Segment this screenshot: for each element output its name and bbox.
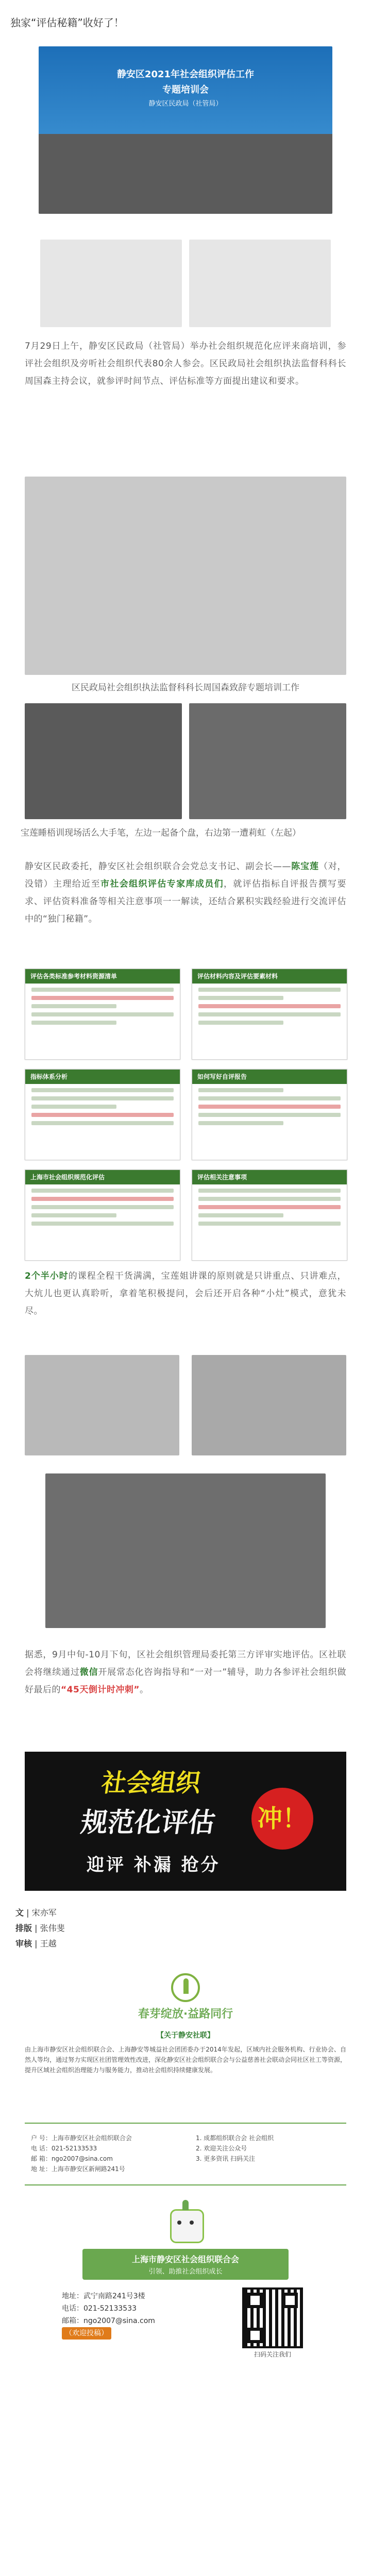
intro-section — [25, 2030, 346, 2075]
follow-note: （欢迎投稿） — [62, 2327, 111, 2340]
slogan-line-1: 社会组织 — [99, 1769, 203, 1798]
contact-left: 户 号：上海市静安区社会组织联合会 电 话：021-52133533 邮 箱：ngo2007@sina.com 地 址：上海市静安区新闸路241号 — [31, 2134, 132, 2173]
banner-title — [39, 67, 332, 96]
caption-2: 宝莲睡梧训现场活么大手笔，左边一起备个盘，右边第一遭莉虹（左起） — [21, 828, 301, 838]
banner-title-line1: 静安区2021年社会组织评估工作 — [116, 69, 255, 80]
slide-6 — [192, 1170, 347, 1261]
p4-text-e: 。 — [140, 1685, 149, 1695]
p3-duration: 2个半小时 — [25, 1271, 69, 1281]
footer-logo — [119, 1973, 252, 2021]
slide-1 — [25, 969, 180, 1060]
photo-class-right — [192, 1355, 346, 1455]
photo-lecturer-left — [25, 703, 182, 819]
photo-participants-left — [40, 240, 182, 327]
p4-countdown: “45天倒计时冲刺” — [61, 1685, 140, 1695]
qr-caption: 扫码关注我们 — [254, 2351, 291, 2358]
slide-3-title: 指标体系分析 — [25, 1070, 180, 1084]
slide-2-title: 评估材料内容及评估要素材料 — [192, 969, 347, 984]
divider-1 — [25, 2123, 346, 2124]
org-slogan: 引领、助推社会组织成长 — [148, 2268, 223, 2276]
photo-participants-right — [189, 240, 331, 327]
slide-1-title: 评估各类标准参考材料资源清单 — [25, 969, 180, 984]
photo-class-left — [25, 1355, 179, 1455]
p2-text-f: ，就评估指标自评报告撰写要求、评估资料准备等相关注意事项一一解读，还结合累积实践经验进行交流评估中的“独门秘籍”。 — [25, 879, 347, 924]
slide-5-title: 上海市社会组织规范化评估 — [25, 1170, 180, 1184]
photo-lecturer-right — [189, 703, 346, 819]
slide-4 — [192, 1069, 347, 1160]
p2-text-d: 主理给近至 — [53, 879, 101, 889]
mascot-icon — [165, 2200, 206, 2246]
sprout-icon — [171, 1973, 200, 2002]
p2-highlight: 市社会组织评估专家库成员们 — [100, 879, 224, 889]
p2-text-a: 静安区民政委托，静安区社会组织联合会党总支书记、副会长—— — [25, 861, 291, 872]
photo-classroom — [45, 1473, 326, 1628]
photo-speaker — [25, 477, 346, 675]
slide-6-title: 评估相关注意事项 — [192, 1170, 347, 1184]
paragraph-2 — [25, 858, 346, 928]
divider-2 — [25, 2184, 346, 2185]
slogan-line-3: 迎评 补漏 抢分 — [87, 1855, 221, 1875]
qr-code — [242, 2287, 303, 2348]
credit-review: 审核 | 王越 — [15, 1939, 57, 1948]
slogan-bang: 冲！ — [251, 1788, 313, 1850]
credit-author: 文 | 宋亦军 — [15, 1908, 57, 1918]
caption-1: 区民政局社会组织执法监督科科长周国森致辞专题培训工作 — [72, 683, 299, 693]
credits — [15, 1905, 65, 1952]
p4-text-a: 据悉，9月中旬-10月下旬，区社会组织管理局委托第三方评审实地评估。区社联会将继续通过 — [25, 1650, 346, 1677]
phone: 电话：021-52133533 — [62, 2304, 137, 2313]
audience-area — [39, 134, 332, 214]
logo-text: 春芽绽放·益路同行 — [138, 2008, 233, 2021]
paragraph-4 — [25, 1646, 346, 1699]
article-header: 独家“评估秘籍”收好了！ — [10, 16, 124, 29]
paragraph-3 — [25, 1267, 346, 1320]
address-block — [62, 2290, 155, 2340]
address: 地址：武宁南路241号3楼 — [62, 2292, 145, 2300]
banner-subtitle: 静安区民政局（社管局） — [148, 100, 223, 108]
p2-aside: （对，没错） — [25, 861, 347, 889]
slide-3 — [25, 1069, 180, 1160]
intro-body: 由上海市静安区社会组织联合会、上海静安等城益社会团团委办于2014年发起，区域内社会服务机构、行业协会、自然人等均，通过努力实现区社团管理效性改进，深化静安区社会组织联合会与公益慈善社会联动会同社区社工等资源，提升区域社会组织治理能力与服务能力，推动社会组织持续健康发展。 — [25, 2046, 347, 2074]
slide-4-title: 如何写好自评报告 — [192, 1070, 347, 1084]
slide-5 — [25, 1170, 180, 1261]
slide-2 — [192, 969, 347, 1060]
p3-text: 的课程全程干货满满，宝莲姐讲课的原则就是只讲重点、只讲难点，大炕儿也更认真聆听，拿着笔积极提问，会后还开启各种“小灶”模式，意犹未尽。 — [25, 1271, 346, 1316]
intro-title: 【关于静安社联】 — [157, 2031, 214, 2040]
banner-title-line2: 专题培训会 — [162, 84, 209, 95]
paragraph-1: 7月29日上午，静安区民政局（社管局）举办社会组织规范化应评来商培训，参评社会组织及旁听社会组织代表80余人参会。区民政局社会组织执法监督科科长周国森主持会议，就参评时间节点、评估标准等方面提出建议和要求。 — [25, 341, 346, 386]
org-name: 上海市静安区社会组织联合会 — [131, 2255, 239, 2264]
credit-editor: 排版 | 张伟斐 — [15, 1923, 65, 1933]
p4-text-c: 开展常态化咨询指导和“一对一”辅导，助力各参评社会组织做好最后的 — [25, 1667, 346, 1695]
p2-name: 陈宝莲 — [291, 861, 319, 872]
contact-right: 1. 成都组织联合会 社会组织 2. 欢迎关注公众号 3. 更多资讯 扫码关注 — [196, 2134, 274, 2162]
slogan-banner — [25, 1752, 346, 1891]
banner-photo — [39, 46, 332, 214]
org-banner — [82, 2249, 289, 2280]
slogan-line-2: 规范化评估 — [79, 1807, 217, 1838]
p4-wechat: 微信 — [79, 1667, 98, 1677]
email: 邮箱：ngo2007@sina.com — [62, 2317, 155, 2325]
